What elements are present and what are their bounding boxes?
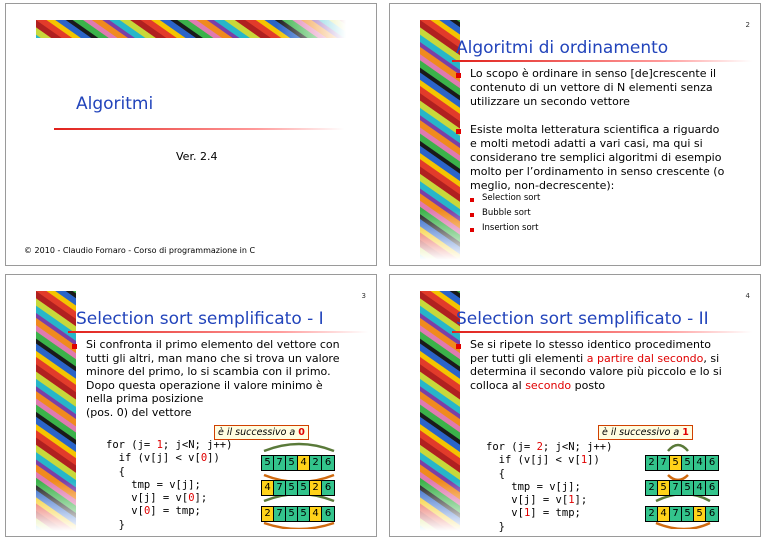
text-line: molto per l’ordinamento in senso crescente (o [470, 165, 725, 178]
array-cell: 7 [274, 456, 286, 470]
slide-number: 2 [745, 21, 750, 29]
text-line [470, 379, 722, 393]
text-span: determina il secondo valore più piccolo e lo si [470, 365, 722, 378]
title-underline [452, 60, 752, 62]
array-cell: 5 [262, 456, 274, 470]
array-cell: 2 [646, 456, 658, 470]
bullet-marker [456, 129, 461, 134]
code-text: if (v[j] < v[ [106, 452, 201, 465]
array-cell: 4 [658, 507, 670, 521]
code-text: ; j<N; j++) [542, 441, 613, 453]
text-span: per tutti gli elementi [470, 351, 587, 365]
array-cell: 6 [706, 481, 718, 495]
slide-3 [5, 274, 377, 537]
text-span: , si [703, 351, 720, 365]
text-line: Esiste molta letteratura scientifica a riguardo [470, 123, 720, 136]
bullet-paragraph [86, 338, 340, 419]
array-cell: 7 [658, 456, 670, 470]
array-cell: 7 [670, 507, 682, 521]
text-line: Si confronta il primo elemento del vettore con [86, 338, 340, 351]
copyright-footer: © 2010 - Claudio Fornaro - Corso di programmazione in C [24, 246, 256, 255]
code-line: { [486, 467, 505, 480]
bullet-marker [72, 344, 77, 349]
code-line [486, 454, 612, 467]
text-line: utilizzare un secondo vettore [470, 95, 630, 108]
text-line: (pos. 0) del vettore [86, 405, 192, 419]
code-text: for (j= [106, 439, 157, 451]
code-line [486, 441, 612, 454]
callout-text: è il successivo a [218, 427, 299, 438]
slide-title-heading: Algoritmi [76, 94, 154, 114]
array-cell: 2 [646, 507, 658, 521]
code-text: v[j] = v[ [106, 492, 189, 505]
swap-arrow-icon [264, 444, 334, 451]
swap-arrow-icon [656, 523, 710, 529]
highlighted-text: a partire dal secondo [586, 351, 704, 365]
code-block [486, 441, 612, 534]
slide-title [5, 3, 377, 266]
array-cell: 2 [310, 456, 322, 470]
code-text: v[j] = v[ [486, 494, 569, 507]
array-cell: 6 [322, 507, 334, 521]
code-highlight: 0 [188, 492, 195, 505]
code-highlight: 0 [200, 452, 208, 465]
array-cell: 4 [694, 456, 706, 470]
code-highlight: 1 [568, 494, 575, 507]
array-cell: 6 [706, 507, 718, 521]
code-text: for (j= [486, 441, 537, 453]
code-line: { [106, 465, 125, 478]
bullet-marker [456, 73, 461, 78]
swap-arrow-icon [264, 523, 334, 529]
code-text: ]; [574, 494, 588, 507]
code-line: tmp = v[j]; [486, 480, 581, 493]
array-state-2 [645, 480, 719, 496]
text-line [470, 365, 722, 379]
code-text: ]; [194, 492, 208, 505]
code-text: ; j<N; j++) [162, 439, 233, 451]
code-text: if (v[j] < v[ [486, 454, 581, 467]
code-block [106, 439, 232, 532]
code-highlight: 2 [536, 441, 543, 453]
text-line: nella prima posizione [86, 392, 204, 405]
text-line: Lo scopo è ordinare in senso [de]crescente il [470, 67, 717, 80]
code-text: ] = tmp; [530, 507, 581, 520]
text-line [470, 352, 722, 366]
array-cell: 5 [682, 481, 694, 495]
array-cell: 7 [274, 481, 286, 495]
callout-value: 1 [682, 427, 689, 438]
array-cell: 5 [286, 481, 298, 495]
array-cell: 5 [298, 481, 310, 495]
code-line [106, 492, 232, 505]
callout-value: 0 [298, 427, 305, 438]
array-cell: 6 [322, 481, 334, 495]
title-underline [54, 128, 344, 130]
array-state-1 [261, 455, 335, 471]
array-cell: 5 [682, 456, 694, 470]
callout-note [598, 425, 693, 440]
array-cell: 6 [706, 456, 718, 470]
bullet-paragraph [470, 123, 724, 193]
title-underline [452, 331, 752, 333]
array-cell: 5 [286, 507, 298, 521]
slide-number: 4 [745, 292, 750, 300]
code-line [486, 507, 612, 520]
code-highlight: 0 [143, 505, 151, 518]
code-line [486, 494, 612, 507]
highlighted-text: secondo [525, 378, 572, 392]
code-line: } [106, 518, 125, 531]
code-highlight: 1 [580, 454, 588, 467]
code-highlight: 1 [523, 507, 531, 520]
array-cell: 2 [262, 507, 274, 521]
array-cell: 7 [670, 481, 682, 495]
array-cell: 5 [286, 456, 298, 470]
text-line: minore del primo, lo si scambia con il primo. [86, 365, 331, 378]
code-text: v[ [486, 507, 524, 520]
bullet-paragraph [470, 338, 722, 392]
code-line: tmp = v[j]; [106, 478, 201, 491]
array-state-2 [261, 480, 335, 496]
code-text: ] = tmp; [150, 505, 201, 518]
title-underline [68, 331, 368, 333]
list-item: Selection sort [482, 193, 541, 203]
slide-number: 3 [361, 292, 366, 300]
array-cell: 5 [298, 507, 310, 521]
text-line: tutti gli altri, man mano che si trova un valore [86, 351, 340, 365]
code-line [106, 505, 232, 518]
version-label: Ver. 2.4 [176, 150, 218, 163]
array-cell: 4 [298, 456, 310, 470]
callout-note [214, 425, 309, 440]
sub-bullet-marker [470, 228, 474, 232]
code-text: v[ [106, 505, 144, 518]
text-span: posto [571, 378, 606, 392]
array-cell: 5 [670, 456, 682, 470]
slide-title-heading: Selection sort semplificato - I [76, 309, 324, 329]
array-state-3 [261, 506, 335, 522]
slide-4 [389, 274, 761, 537]
array-cell: 4 [310, 507, 322, 521]
code-line: } [486, 520, 505, 533]
text-line: e molti metodi adatti a vari casi, ma qui si [470, 137, 703, 150]
colorful-side-image [420, 291, 460, 531]
colorful-banner-image [36, 20, 346, 38]
bullet-marker [456, 344, 461, 349]
sub-bullet-marker [470, 198, 474, 202]
colorful-side-image [420, 20, 460, 260]
code-text: ]) [587, 454, 600, 467]
swap-arrow-icon [668, 445, 688, 451]
text-line: Dopo questa operazione il valore minimo è [86, 378, 323, 392]
array-cell: 5 [694, 507, 706, 521]
slide-2 [389, 3, 761, 266]
text-line [470, 338, 722, 352]
code-highlight: 1 [156, 439, 163, 451]
array-cell: 2 [310, 481, 322, 495]
text-span: Se si ripete lo stesso identico procedimento [470, 338, 711, 351]
array-state-3 [645, 506, 719, 522]
array-cell: 5 [682, 507, 694, 521]
code-text: ]) [207, 452, 220, 465]
callout-text: è il successivo a [602, 427, 683, 438]
array-state-1 [645, 455, 719, 471]
array-cell: 7 [274, 507, 286, 521]
code-line [106, 452, 232, 465]
array-cell: 5 [658, 481, 670, 495]
code-line [106, 439, 232, 452]
list-item: Bubble sort [482, 208, 531, 218]
text-span: colloca al [470, 378, 526, 392]
text-line: meglio, non-decrescente): [470, 179, 615, 192]
array-cell: 2 [646, 481, 658, 495]
array-cell: 4 [262, 481, 274, 495]
array-cell: 6 [322, 456, 334, 470]
slide-title-heading: Algoritmi di ordinamento [456, 38, 669, 58]
bullet-paragraph [470, 67, 716, 109]
slide-title-heading: Selection sort semplificato - II [456, 309, 709, 329]
sub-bullet-marker [470, 213, 474, 217]
text-line: considerano tre semplici algoritmi di esempio [470, 151, 722, 164]
colorful-side-image [36, 291, 76, 531]
text-line: contenuto di un vettore di N elementi senza [470, 81, 713, 94]
array-cell: 4 [694, 481, 706, 495]
list-item: Insertion sort [482, 223, 539, 233]
